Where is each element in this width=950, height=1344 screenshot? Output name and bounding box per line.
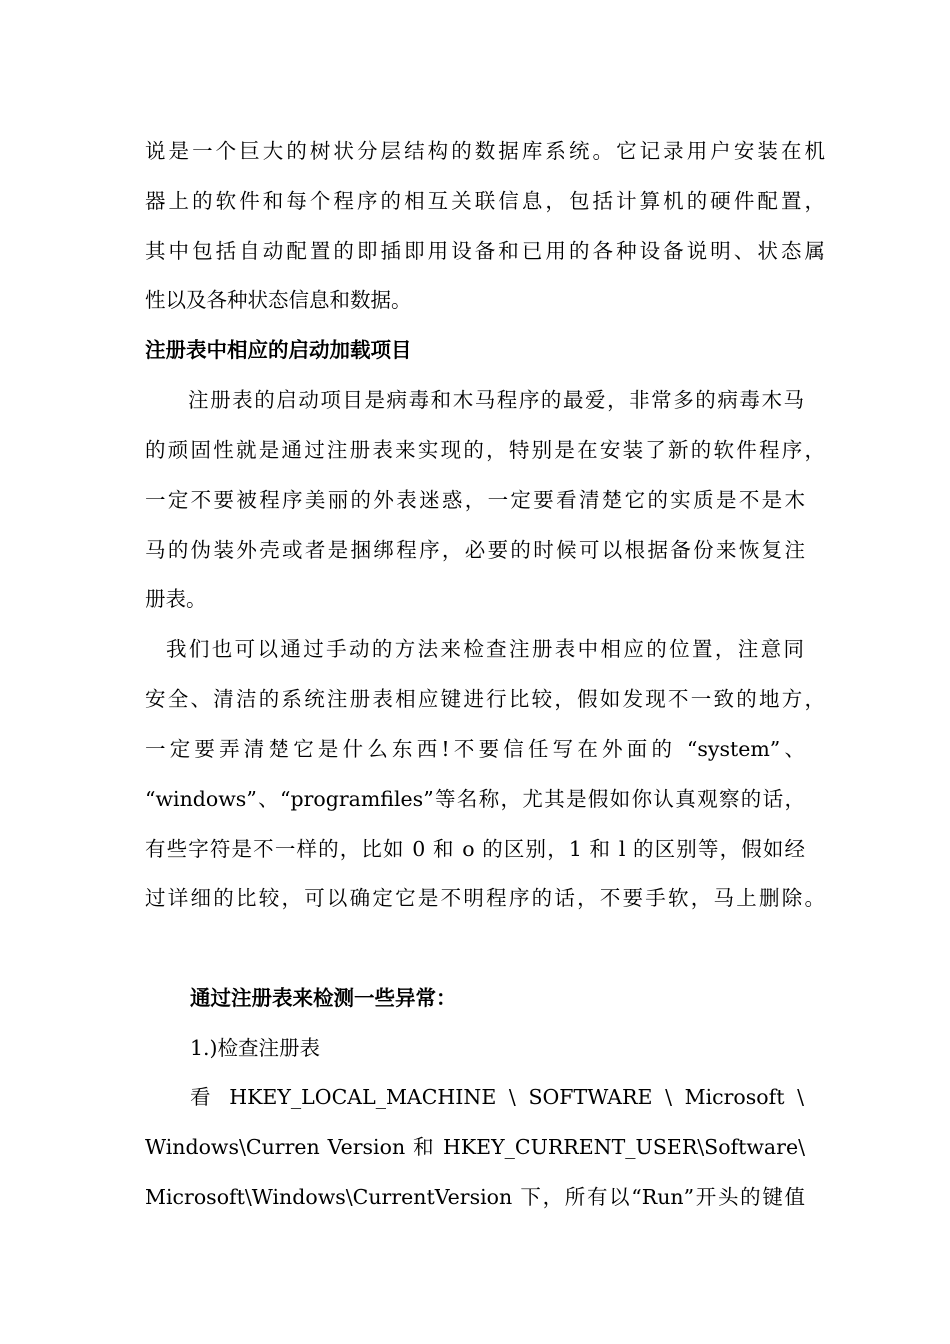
step-label: 1.)检查注册表 (190, 1036, 321, 1060)
text-line: “windows”、“programfiles”等名称，尤其是假如你认真观察的话， (145, 787, 805, 811)
text-line: Windows\Curren Version 和 HKEY_CURRENT_USER\Software\ (145, 1135, 805, 1159)
section-heading-detect: 通过注册表来检测一些异常： (190, 986, 457, 1010)
text-line: 注册表的启动项目是病毒和木马程序的最爱，非常多的病毒木马 (166, 388, 804, 412)
text-line: 其中包括自动配置的即插即用设备和已用的各种设备说明、状态属 (145, 239, 825, 263)
text-line: 册表。 (145, 587, 207, 611)
text-line: 我们也可以通过手动的方法来检查注册表中相应的位置，注意同 (166, 637, 804, 661)
text-line: 马的伪装外壳或者是捆绑程序，必要的时候可以根据备份来恢复注 (145, 538, 805, 562)
section-heading-startup: 注册表中相应的启动加载项目 (145, 338, 412, 362)
text-line: Microsoft\Windows\CurrentVersion 下，所有以“Run”开头的键值 (145, 1185, 805, 1209)
text-line: 一定不要被程序美丽的外表迷惑，一定要看清楚它的实质是不是木 (145, 488, 805, 512)
text-line: 说是一个巨大的树状分层结构的数据库系统。它记录用户安装在机 (145, 139, 825, 163)
text-line: 有些字符是不一样的，比如 0 和 o 的区别，1 和 l 的区别等，假如经 (145, 837, 805, 861)
text-line: 性以及各种状态信息和数据。 (145, 288, 412, 312)
text-line: 看 HKEY_LOCAL_MACHINE \ SOFTWARE \ Microsoft \ (190, 1085, 804, 1109)
text-line: 器上的软件和每个程序的相互关联信息，包括计算机的硬件配置， (145, 189, 825, 213)
text-line: 一定要弄清楚它是什么东西!不要信任写在外面的 “system”、 (145, 737, 805, 761)
text-line: 的顽固性就是通过注册表来实现的，特别是在安装了新的软件程序， (145, 438, 825, 462)
text-line: 过详细的比较，可以确定它是不明程序的话，不要手软，马上删除。 (145, 886, 825, 910)
text-line: 安全、清洁的系统注册表相应键进行比较，假如发现不一致的地方， (145, 687, 825, 711)
